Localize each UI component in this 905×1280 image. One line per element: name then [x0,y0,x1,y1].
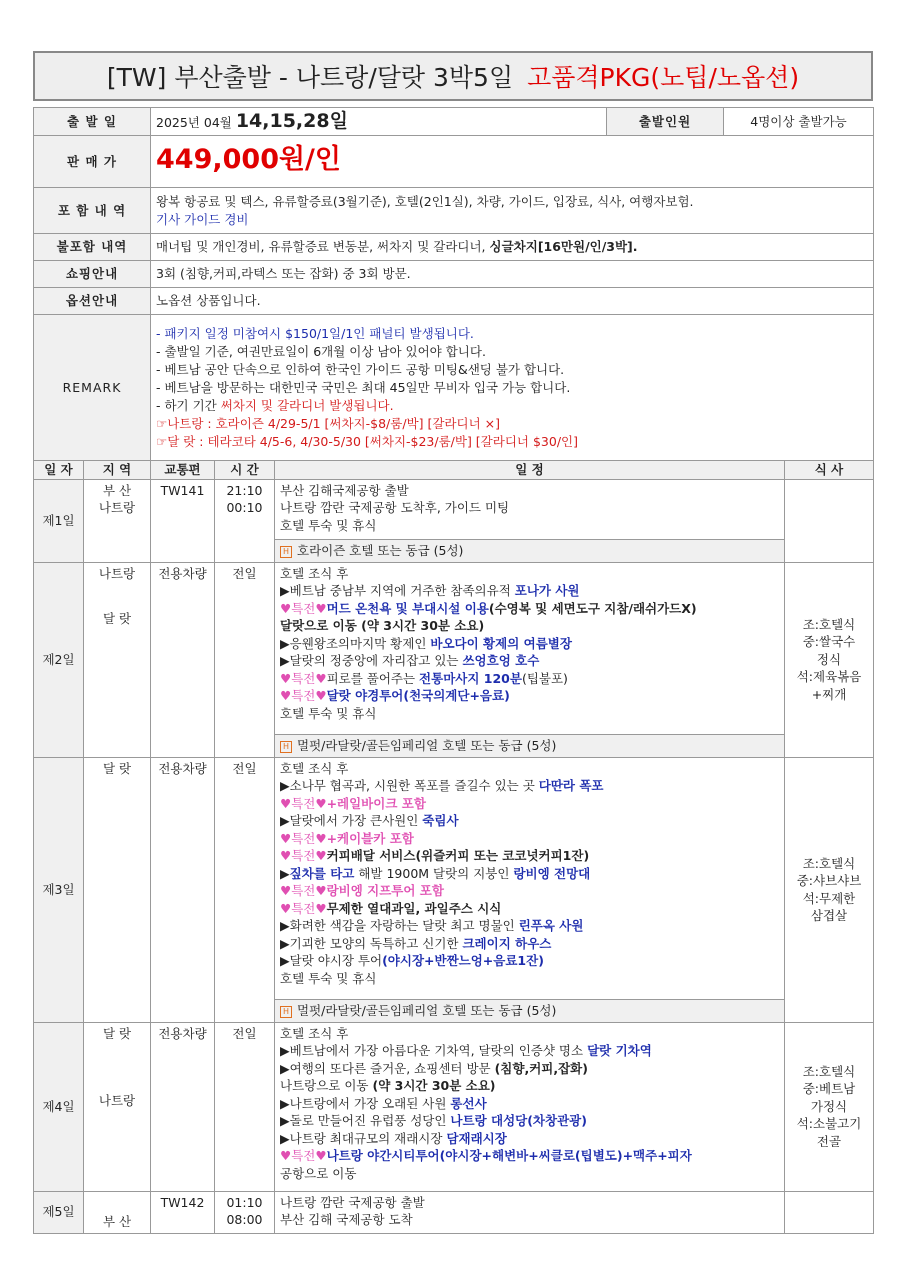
day1-region1: 부 산 [102,482,132,498]
header-day: 일 자 [34,461,84,480]
day2-line8b: 달랏 야경투어(천국의계단+음료) [326,688,510,703]
day2-line6 [280,652,779,670]
departure-value [151,108,607,136]
day2-meal [785,562,874,757]
day3-line5b: +케이블카 포함 [326,830,414,846]
day5-time [215,1191,275,1233]
day2-line3 [280,600,779,618]
day4-line5b: 롱선사 [450,1095,487,1111]
option-label: 옵션안내 [34,288,151,315]
day2-line7b: 피로를 풀어주는 [326,670,420,686]
day2-line5 [280,635,779,653]
day4-line3b: (침향,커피,잡화) [494,1060,588,1076]
day3-line4a: ▶달랏에서 가장 큰사원인 [280,813,423,828]
day3-meal1: 조:호텔식 [802,855,856,871]
day2-line3a: ♥특전♥ [280,600,327,616]
schedule-table [33,460,874,1234]
day2-line4: 달랏으로 이동 (약 3시간 30분 소요) [280,618,485,633]
shopping-label: 쇼핑안내 [34,261,151,288]
day2-transport: 전용차량 [151,562,215,757]
day3-line9a: ♥특전♥ [280,900,327,916]
remark-5b: 써차지 및 갈라디너 발생됩니다. [220,397,394,413]
day3-meal3: 석:무제한 [802,890,856,906]
includes-line1: 왕복 항공료 및 텍스, 유류할증료(3월기준), 호텔(2인1실), 차량, 가이드, 입장료, 식사, 여행자보험. [156,193,694,209]
day3-line7b: 짚차를 타고 [289,865,355,881]
day3-line7d: 랑비엥 전망대 [513,865,591,881]
day1-hotel-text: 호라이즌 호텔 또는 동급 (5성) [297,542,464,558]
remark-cell [151,315,874,461]
day5-itinerary [275,1191,785,1233]
day4-line2 [280,1042,779,1060]
page-title [33,51,873,101]
day1-meal [785,479,874,562]
day3-region: 달 랏 [84,757,151,1022]
day2-region [84,562,151,757]
day2-line3c: (수영복 및 세면도구 지참/래쉬가드X) [488,600,697,616]
hotel-icon: H [280,1006,292,1018]
day4-line4a: 나트랑으로 이동 [280,1078,373,1093]
pax-value: 4명이상 출발가능 [724,108,874,136]
day4-line2b: 달랏 기차역 [587,1043,652,1058]
day4-region2: 나트랑 [98,1093,136,1108]
includes-label: 포 함 내 역 [34,188,151,234]
day3-line4b: 죽림사 [422,813,459,828]
day1-region [84,479,151,562]
remark-label: REMARK [34,315,151,461]
day4-line6a: ▶돌로 만들어진 유럽풍 성당인 [280,1113,451,1128]
day5-meal [785,1191,874,1233]
header-transport: 교통편 [151,461,215,480]
day3-line12a: ▶달랏 야시장 투어 [280,953,383,968]
day2-itinerary [275,562,785,734]
header-meal: 식 사 [785,461,874,480]
day3-line2b: 다딴라 폭포 [538,778,604,793]
day3-line6b: 커피배달 서비스(위즐커피 또는 코코넛커피1잔) [326,848,590,863]
remark-5a: - 하기 기간 [156,397,221,413]
day2-hotel [275,734,785,757]
day3-line11 [280,935,779,953]
day4-line7b: 담재래시장 [446,1130,507,1146]
day3-line12 [280,952,779,970]
day3-line4 [280,812,779,830]
day3-line8 [280,882,779,900]
excludes-text: 매너팁 및 개인경비, 유류할증료 변동분, 써차지 및 갈라디너, [156,239,490,254]
day1-transport: TW141 [151,479,215,562]
day3-line10b: 린푸옥 사원 [518,918,584,933]
day2-meal4: 석:제육볶음 [796,669,862,685]
day3-itinerary [275,757,785,999]
option-text: 노옵션 상품입니다. [151,288,874,315]
day2-line7c: 전통마사지 120분 [419,670,522,686]
pax-label: 출발인원 [607,108,724,136]
day2-line7a: ♥특전♥ [280,670,327,686]
departure-prefix: 2025년 04월 [156,114,232,130]
day2-line7d: (팁불포) [521,670,568,686]
excludes-label: 불포함 내역 [34,234,151,261]
day3-line7a: ▶ [280,865,290,881]
day3-time: 전일 [215,757,275,1022]
day3-meal2: 중:샤브샤브 [796,873,862,888]
day4-line7 [280,1130,779,1148]
day5-line1: 나트랑 깜란 국제공항 출발 [280,1194,425,1210]
price-cell [151,136,874,188]
day1-time [215,479,275,562]
day4-meal5: 전골 [816,1133,842,1149]
day2-label: 제2일 [34,562,84,757]
day1-time1: 21:10 [226,482,263,498]
day4-meal3: 가정식 [810,1098,848,1114]
day4-line8a: ♥특전♥ [280,1148,327,1163]
day3-line9b: 무제한 열대과일, 과일주스 시식 [326,900,502,916]
day5-time2: 08:00 [226,1212,263,1227]
day3-line3b: +레일바이크 포함 [326,795,426,811]
remark-6: ☞나트랑 : 호라이즌 4/29-5/1 [써차지-$8/룸/박] [갈라디너 ×] [156,415,500,431]
day3-line5a: ♥특전♥ [280,830,327,846]
day3-line10a: ▶화려한 색감을 자랑하는 달랏 최고 명물인 [280,918,519,933]
day4-label: 제4일 [34,1022,84,1191]
remark-3: - 베트남 공안 단속으로 인하여 한국인 가이드 공항 미팅&샌딩 불가 합니다. [156,361,565,377]
day3-line5 [280,830,779,848]
day2-line2 [280,582,779,600]
day5-time1: 01:10 [226,1194,263,1210]
remark-7: ☞달 랏 : 테라코타 4/5-6, 4/30-5/30 [써차지-$23/룸/박] [갈라디너 $30/인] [156,433,578,449]
day2-line6a: ▶달랏의 정중앙에 자리잡고 있는 [280,653,463,668]
day4-line4b: (약 3시간 30분 소요) [372,1078,496,1093]
header-region: 지 역 [84,461,151,480]
day4-itinerary [275,1022,785,1191]
price-label: 판 매 가 [34,136,151,188]
header-itinerary: 일 정 [275,461,785,480]
day5-transport: TW142 [151,1191,215,1233]
day4-line6 [280,1112,779,1130]
day4-line3 [280,1060,779,1078]
day4-line3a: ▶여행의 또다른 즐거운, 쇼핑센터 방문 [280,1060,495,1076]
day2-line2a: ▶베트남 중남부 지역에 거주한 참족의유적 [280,583,515,598]
day2-line6b: 쓰엉흐엉 호수 [462,653,540,668]
remark-2: - 출발일 기준, 여권만료일이 6개월 이상 남아 있어야 합니다. [156,343,486,359]
day4-transport: 전용차량 [151,1022,215,1191]
includes-cell [151,188,874,234]
day4-line6b: 나트랑 대성당(차창관광) [450,1113,587,1128]
day3-label: 제3일 [34,757,84,1022]
remark-4: - 베트남을 방문하는 대한민국 국민은 최대 45일만 무비자 입국 가능 합니다. [156,379,571,395]
day3-line7c: 해발 1900M 달랏의 지붕인 [354,865,514,881]
day5-region: 부 산 [84,1191,151,1233]
day3-hotel [275,999,785,1022]
day4-line2a: ▶베트남에서 가장 아름다운 기차역, 달랏의 인증샷 명소 [280,1043,588,1058]
includes-line2: 기사 가이드 경비 [156,211,249,227]
day3-meal [785,757,874,1022]
day3-line10 [280,917,779,935]
day2-line5b: 바오다이 황제의 여름별장 [430,635,572,651]
day3-line2 [280,777,779,795]
day4-line5 [280,1095,779,1113]
departure-label: 출 발 일 [34,108,151,136]
day4-line5a: ▶나트랑에서 가장 오래된 사원 [280,1095,451,1111]
day1-hotel [275,539,785,562]
day2-region2: 달 랏 [102,611,132,626]
day4-meal1: 조:호텔식 [802,1063,856,1079]
day2-line9: 호텔 투숙 및 휴식 [280,705,377,721]
day4-line4 [280,1077,779,1095]
day4-line8 [280,1147,779,1165]
hotel-icon: H [280,741,292,753]
day2-line1: 호텔 조식 후 [280,565,349,581]
day1-region2: 나트랑 [98,500,136,515]
day2-meal3: 정식 [816,651,842,667]
day3-line1: 호텔 조식 후 [280,760,349,776]
day1-time2: 00:10 [226,500,263,515]
day2-line3b: 머드 온천욕 및 부대시설 이용 [326,600,489,616]
day4-meal2: 중:베트남 [802,1081,856,1097]
day3-line2a: ▶소나무 협곡과, 시원한 폭포를 즐길수 있는 곳 [280,778,539,793]
day3-line3a: ♥특전♥ [280,795,327,811]
day5-label: 제5일 [34,1191,84,1233]
day4-time: 전일 [215,1022,275,1191]
day2-line5a: ▶응웬왕조의마지막 황제인 [280,635,431,651]
hotel-icon: H [280,546,292,558]
day4-region1: 달 랏 [102,1025,132,1041]
day2-meal5: +찌개 [811,686,847,702]
day3-hotel-text: 멀펏/라달랏/골든임페리얼 호텔 또는 동급 (5성) [297,1002,557,1018]
day2-region1: 나트랑 [98,565,136,581]
day3-line6a: ♥특전♥ [280,848,327,863]
remark-1: - 패키지 일정 미참여시 $150/1일/1인 패널티 발생됩니다. [156,325,474,341]
day4-meal4: 석:소불고기 [796,1116,862,1132]
day2-meal1: 조:호텔식 [802,616,856,632]
day3-transport: 전용차량 [151,757,215,1022]
day2-line7 [280,670,779,688]
day1-line1: 부산 김해국제공항 출발 [280,482,409,498]
day3-line3 [280,795,779,813]
excludes-cell [151,234,874,261]
day5-line2: 부산 김해 국제공항 도착 [280,1212,413,1227]
day4-region [84,1022,151,1191]
day4-line7a: ▶나트랑 최대규모의 재래시장 [280,1130,447,1146]
remark-5 [156,397,868,415]
day3-line13: 호텔 투숙 및 휴식 [280,970,377,986]
price-value: 449,000원/인 [156,143,342,175]
day4-line1: 호텔 조식 후 [280,1025,349,1041]
day4-line9: 공항으로 이동 [280,1165,357,1181]
title-highlight: 고품격PKG(노팁/노옵션) [527,63,800,92]
day3-line9 [280,900,779,918]
excludes-bold: 싱글차지[16만원/인/3박]. [489,239,638,254]
day2-line2b: 포나가 사원 [514,583,580,598]
day1-line2: 나트랑 깜란 국제공항 도착후, 가이드 미팅 [280,500,510,515]
day3-line6 [280,847,779,865]
day4-meal [785,1022,874,1191]
day2-line8a: ♥특전♥ [280,688,327,703]
day2-time: 전일 [215,562,275,757]
day2-hotel-text: 멀펏/라달랏/골든임페리얼 호텔 또는 동급 (5성) [297,737,557,753]
info-table [33,107,874,461]
header-time: 시 간 [215,461,275,480]
day4-line8b: 나트랑 야간시티투어(야시장+해변바+씨클로(팁별도)+맥주+피자 [326,1148,692,1163]
day3-line11a: ▶기괴한 모양의 독특하고 신기한 [280,935,463,951]
day2-meal2: 중:쌀국수 [802,634,856,650]
day1-label: 제1일 [34,479,84,562]
day2-line8 [280,687,779,705]
title-main: [TW] 부산출발 - 나트랑/달랏 3박5일 [106,63,514,92]
day3-line8b: 랑비엥 지프투어 포함 [326,883,444,898]
day3-line12b: (야시장+반짠느엉+음료1잔) [382,953,544,968]
day3-line8a: ♥특전♥ [280,883,327,898]
day3-meal4: 삼겹살 [810,908,848,923]
day3-line7 [280,865,779,883]
day3-line11b: 크레이지 하우스 [462,935,552,951]
day1-line3: 호텔 투숙 및 휴식 [280,517,377,533]
shopping-text: 3회 (침향,커피,라텍스 또는 잡화) 중 3회 방문. [151,261,874,288]
departure-days: 14,15,28일 [235,109,348,132]
day1-itinerary [275,479,785,539]
